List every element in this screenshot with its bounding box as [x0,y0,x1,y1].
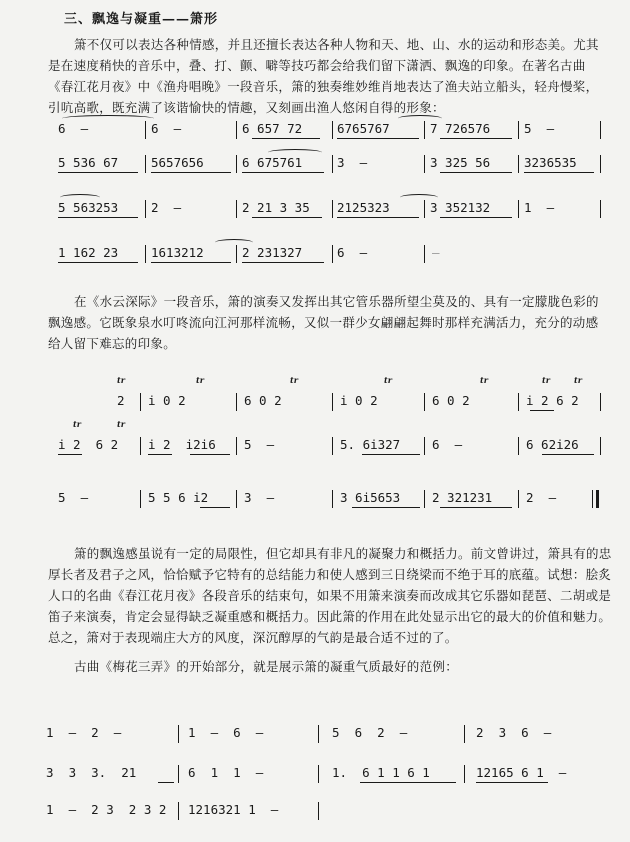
score-measure: 1 162 23 [58,245,119,260]
score-measure: i 2 i2i6 [148,437,216,452]
trill-mark: tr [196,375,204,385]
bar-line [318,765,319,783]
tie-mark [215,239,253,246]
score-measure: 2 [117,393,125,408]
tie-mark [62,115,154,122]
score-measure: 3 325 56 [430,155,491,170]
trill-mark: tr [480,375,488,385]
score-measure: 2125323 [337,200,390,215]
score-measure: 6 – [151,121,182,136]
score-measure: 6 – [58,121,89,136]
bar-line [464,765,465,783]
score1-line-4 [0,245,630,285]
score-measure: i 0 2 [148,393,186,408]
bar-line [145,155,146,173]
bar-line [424,121,425,139]
score-measure: 6765767 [337,121,390,136]
bar-line [332,155,333,173]
final-bar-line [596,490,599,508]
score-measure: 2 – [526,490,557,505]
bar-line [332,490,333,508]
score-measure: 5657656 [151,155,204,170]
bar-line [236,393,237,411]
underline [362,454,420,455]
score-measure: 6 657 72 [242,121,303,136]
underline [252,217,322,218]
score-measure: 1613212 [151,245,204,260]
bar-line [424,155,425,173]
bar-line [236,437,237,455]
score3-line-2 [0,765,630,805]
bar-line [332,245,333,263]
bar-line [178,765,179,783]
bar-line [424,393,425,411]
underline [58,262,138,263]
bar-line [424,437,425,455]
score-measure: 5. 6i327 [340,437,401,452]
score-measure: 2 231327 [242,245,303,260]
underline [440,507,512,508]
score-measure: 7 726576 [430,121,491,136]
bar-line [332,121,333,139]
score-measure: 2 – [151,200,182,215]
bar-line [518,200,519,218]
trill-mark: tr [290,375,298,385]
bar-line [236,200,237,218]
bar-line [140,393,141,411]
score-measure: 1. 6 1 1 6 1 [332,765,430,780]
underline [148,454,172,455]
bar-line [592,490,593,508]
bar-line [318,802,319,820]
bar-line [236,245,237,263]
score-measure: 1 – [524,200,555,215]
paragraph-4: 古曲《梅花三弄》的开始部分，就是展示箫的凝重气质最好的范例： [74,659,459,674]
bar-line [424,245,425,263]
score-measure: 3 6i5653 [340,490,401,505]
score-measure: 3236535 [524,155,577,170]
bar-line [518,121,519,139]
score-measure: 6 0 2 [432,393,470,408]
bar-line [600,155,601,173]
bar-line [145,245,146,263]
underline [242,172,324,173]
score-measure: 6 0 2 [244,393,282,408]
bar-line [140,437,141,455]
underline [530,410,554,411]
underline [542,454,594,455]
underline [440,172,512,173]
bar-line [332,437,333,455]
underline [440,217,512,218]
underline [252,138,320,139]
score-measure: 12165 6 1 – [476,765,567,780]
underline [58,217,138,218]
score-measure: 1216321 1 – [188,802,279,817]
tie-mark [400,194,438,201]
score-measure: 1 – 6 – [188,725,264,740]
bar-line [518,437,519,455]
score-measure: 6 62i26 [526,437,579,452]
paragraph-1: 箫不仅可以表达各种情感，并且还擅长表达各种人物和天、地、山、水的运动和形态美。尤其是在速度稍快的音乐中，叠、打、颤、噼等技巧都会给我们留下潇洒、飘逸的印象。在著名古曲《春江花月夜》中《渔舟唱晚》一段音乐，箫的独奏维妙维肖地表达了渔夫站立船头，轻舟慢桨，引吭高歌，既充满了该谐愉快的情趣，又刻画出渔人悠闲自得的形象： [48,37,599,115]
section-title: 三、飘逸与凝重——箫形 [64,12,219,27]
score-measure: 5 – [58,490,89,505]
bar-line [424,200,425,218]
bar-line [600,121,601,139]
trill-mark: tr [542,375,550,385]
underline [242,262,324,263]
trill-mark: tr [117,419,125,429]
bar-line [518,393,519,411]
underline [440,138,512,139]
underline [190,454,230,455]
score-measure: i 0 2 [340,393,378,408]
bar-line [600,200,601,218]
bar-line [236,155,237,173]
underline [151,172,231,173]
underline [360,782,456,783]
trill-mark: tr [384,375,392,385]
bar-line [518,490,519,508]
underline [158,782,174,783]
bar-line [178,725,179,743]
underline [337,217,419,218]
score1-line-2 [0,155,630,195]
bar-line [332,200,333,218]
score2-line-2 [0,419,630,477]
underline [58,454,82,455]
score-measure: 3 – [337,155,368,170]
score-measure: 5 – [244,437,275,452]
underline [151,262,231,263]
score-measure: 2 321231 [432,490,493,505]
bar-line [518,155,519,173]
bar-line [318,725,319,743]
bar-line [145,121,146,139]
score-measure: 5 563253 [58,200,119,215]
underline [476,782,548,783]
trill-mark: tr [117,375,125,385]
score2-line-1 [0,375,630,433]
paragraph-2: 在《水云深际》一段音乐，箫的演奏又发挥出其它管乐器所望尘莫及的、具有一定朦胧色彩的飘逸感。它既象泉水叮咚流向江河那样流畅，又似一群少女翩翩起舞时那样充满活力，充分的动感给人留下难忘的印象。 [48,294,599,351]
score-measure: 1 – 2 3 2 3 2 [46,802,167,817]
score-measure: 5 5 6 i2 [148,490,209,505]
score2-line-3 [0,490,630,530]
score-measure: 6 – [337,245,368,260]
score-measure: 3 352132 [430,200,491,215]
bar-line [140,490,141,508]
score-measure: 3 3 3. 21 [46,765,137,780]
paragraph-3: 箫的飘逸感虽说有一定的局限性，但它却具有非凡的凝聚力和概括力。前文曾讲过，箫具有的忠厚长者及君子之风，恰恰赋予它特有的总结能力和使人感到三日绕梁而不绝于耳的底蕴。试想：脍炙人口的名曲《春江花月夜》各段音乐的结束句，如果不用箫来演奏而改成其它乐器如琵琶、二胡或是笛子来演奏，肯定会显得缺乏凝重感和概括力。因此箫的作用在此处显示出它的最大的价值和魅力。总之，箫对于表现端庄大方的风度，深沉醇厚的气韵是最合适不过的了。 [48,546,612,645]
score-measure: i 2 6 2 [526,393,579,408]
score-measure: 2 3 6 – [476,725,552,740]
tie-mark [398,115,442,122]
score-measure: 6 1 1 – [188,765,264,780]
tie-mark [268,149,322,156]
score3-line-1 [0,725,630,765]
score-measure: 6 – [432,437,463,452]
bar-line [332,393,333,411]
score-measure: – [432,245,440,260]
bar-line [600,393,601,411]
score-measure: 5 6 2 – [332,725,408,740]
tie-mark [60,194,100,201]
trill-mark: tr [574,375,582,385]
underline [337,138,419,139]
trill-mark: tr [73,419,81,429]
score-measure: 5 – [524,121,555,136]
underline [200,507,230,508]
underline [524,172,594,173]
bar-line [464,725,465,743]
underline [352,507,420,508]
score-measure: 2 21 3 35 [242,200,310,215]
score-measure: 6 675761 [242,155,303,170]
score-measure: i 2 6 2 [58,437,119,452]
bar-line [145,200,146,218]
score-measure: 3 – [244,490,275,505]
bar-line [178,802,179,820]
score1-line-3 [0,200,630,240]
bar-line [424,490,425,508]
underline [58,172,138,173]
score-measure: 1 – 2 – [46,725,122,740]
bar-line [236,121,237,139]
score-measure: 5 536 67 [58,155,119,170]
bar-line [600,437,601,455]
bar-line [236,490,237,508]
score3-line-3 [0,802,630,842]
